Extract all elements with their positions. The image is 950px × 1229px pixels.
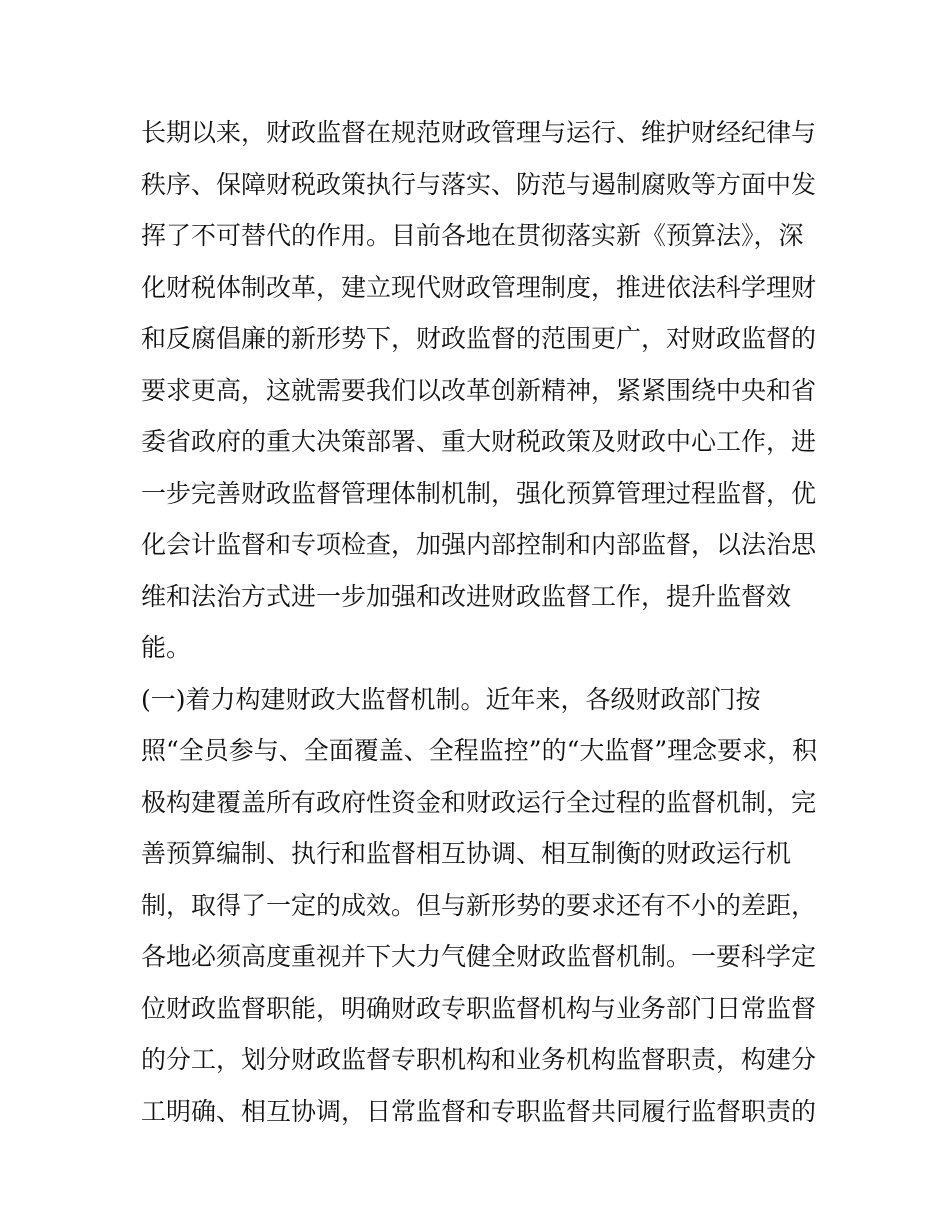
text-line: 各地必须高度重视并下大力气健全财政监督机制。一要科学定 (141, 942, 817, 971)
text-line: 化财税体制改革，建立现代财政管理制度，推进依法科学理财 (141, 272, 817, 302)
section-heading-line: (一)着力构建财政大监督机制。近年来，各级财政部门按 (141, 684, 761, 714)
body-text (141, 107, 831, 1137)
text-line: 化会计监督和专项检查，加强内部控制和内部监督，以法治思 (141, 530, 817, 559)
text-line: 长期以来，财政监督在规范财政管理与运行、维护财经纪律与 (141, 118, 817, 147)
text-line: 善预算编制、执行和监督相互协调、相互制衡的财政运行机 (141, 839, 792, 868)
text-line: 位财政监督职能，明确财政专职监督机构与业务部门日常监督 (141, 993, 817, 1023)
text-line: 工明确、相互协调，日常监督和专职监督共同履行监督职责的 (141, 1096, 817, 1126)
text-line: 秩序、保障财税政策执行与落实、防范与遏制腐败等方面中发 (141, 169, 817, 199)
text-line: 的分工，划分财政监督专职机构和业务机构监督职责，构建分 (141, 1045, 817, 1074)
text-line: 委省政府的重大决策部署、重大财税政策及财政中心工作，进 (141, 427, 817, 456)
text-line: 一步完善财政监督管理体制机制，强化预算管理过程监督，优 (141, 478, 817, 508)
text-line: 极构建覆盖所有政府性资金和财政运行全过程的监督机制，完 (141, 787, 817, 817)
text-line: 要求更高，这就需要我们以改革创新精神，紧紧围绕中央和省 (141, 375, 817, 405)
text-line: 制，取得了一定的成效。但与新形势的要求还有不小的差距， (141, 890, 817, 920)
text-line: 挥了不可替代的作用。目前各地在贯彻落实新《预算法》，深 (141, 221, 804, 250)
text-line: 维和法治方式进一步加强和改进财政监督工作，提升监督效 (141, 581, 792, 611)
text-line: 照“全员参与、全面覆盖、全程监控”的“大监督”理念要求，积 (141, 736, 818, 765)
text-line: 能。 (141, 633, 192, 662)
text-line: 和反腐倡廉的新形势下，财政监督的范围更广，对财政监督的 (141, 324, 817, 353)
